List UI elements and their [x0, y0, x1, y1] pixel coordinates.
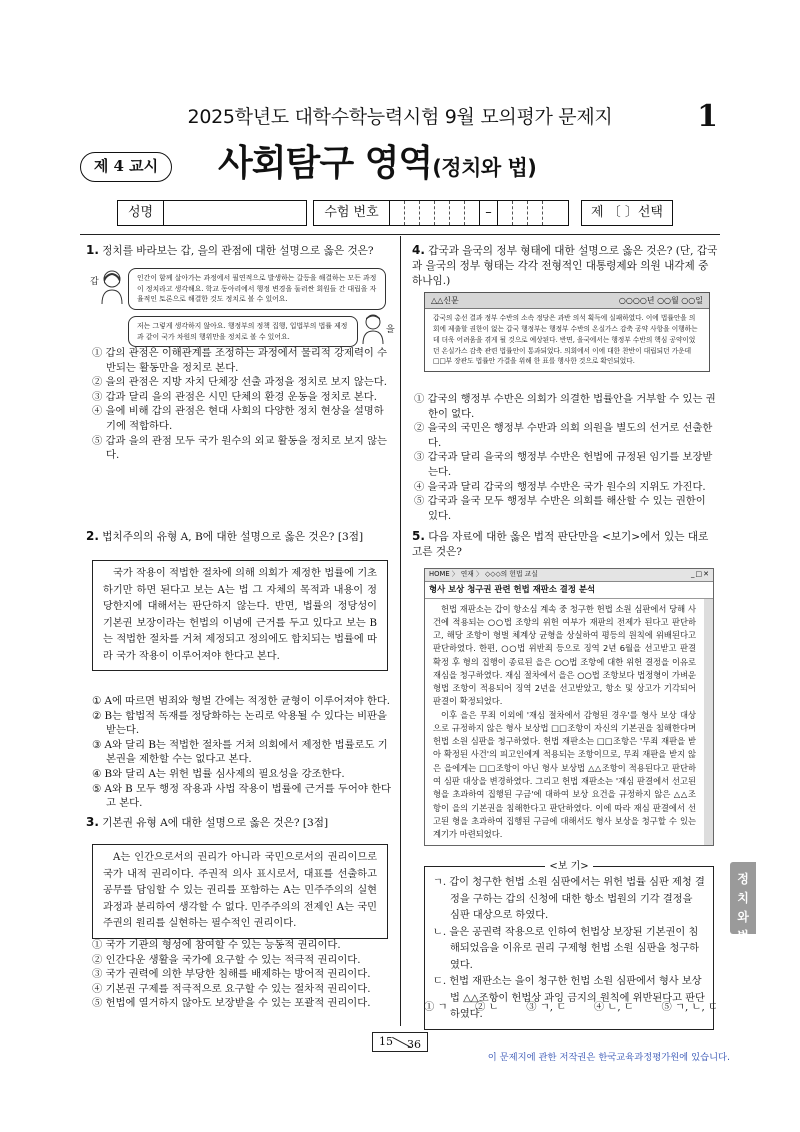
speaker-a-label: 갑	[90, 277, 99, 287]
option-4[interactable]: ④ 기본권 구제를 적극적으로 요구할 수 있는 절차적 권리이다.	[92, 982, 371, 995]
page-total: 36	[407, 1038, 421, 1051]
info-bar	[117, 200, 673, 226]
digit-cell[interactable]	[405, 201, 420, 225]
option-2[interactable]: ② B는 합법적 독재를 정당화하는 논리로 악용될 수 있다는 비판을 받는다.	[92, 709, 387, 737]
question-1-options	[92, 346, 392, 463]
question-number: 2.	[86, 529, 99, 543]
digit-cell[interactable]	[498, 201, 513, 225]
choice-box[interactable]: 제 〔 〕선택	[581, 200, 673, 226]
bogi-item: ㄱ. 갑이 청구한 헌법 소원 심판에서는 위헌 법률 심판 제청 결정을 구하는 갑의 신청에 대한 항소 법원의 기각 결정을 심판 대상으로 하였다.	[433, 877, 705, 922]
exam-number-dash: –	[480, 201, 498, 225]
answer-4[interactable]: ④ ㄴ, ㄷ	[593, 1001, 634, 1013]
option-2[interactable]: ② 을의 관점은 지방 자치 단체장 선출 과정을 정치로 보지 않는다.	[92, 376, 387, 389]
speech-bubble-b: 저는 그렇게 생각하지 않아요. 행정부의 정책 집행, 입법부의 법률 제정과 같이 국가 차원의 행위만을 정치로 볼 수 있어요.	[128, 316, 358, 347]
digit-cell[interactable]	[513, 201, 528, 225]
option-5[interactable]: ⑤ 갑국과 을국 모두 행정부 수반은 의회를 해산할 수 있는 권한이 있다.	[414, 495, 706, 522]
digit-cell[interactable]	[390, 201, 405, 225]
breadcrumb	[425, 569, 713, 582]
question-4-options	[414, 392, 718, 523]
speech-bubble-a: 인간이 함께 살아가는 과정에서 필연적으로 발생하는 갈등을 해결하는 모든 과정이 정치라고 생각해요. 학교 동아리에서 행정 변경을 둘러싼 회원들 간 대립을 자율적인 토론으로 해결한 것도 정치로 볼 수 있어요.	[128, 268, 386, 310]
page-number: 1	[697, 99, 718, 134]
subject-subtitle: (정치와 법)	[432, 156, 537, 180]
option-4[interactable]: ④ 을에 비해 갑의 관점은 현대 사회의 다양한 정치 현상을 설명하기에 적합하다.	[92, 405, 384, 433]
exam-number-box[interactable]	[313, 200, 569, 226]
article-body	[425, 599, 713, 846]
answer-choices	[424, 1000, 718, 1015]
digit-cell[interactable]	[450, 201, 465, 225]
news-date: ○○○○년 ○○월 ○○일	[618, 296, 703, 305]
option-4[interactable]: ④ B와 달리 A는 위헌 법률 심사제의 필요성을 강조한다.	[92, 768, 345, 781]
option-2[interactable]: ② 인간다운 생활을 국가에 요구할 수 있는 적극적 권리이다.	[92, 953, 361, 966]
question-1-stem	[86, 242, 392, 259]
question-4-stem	[412, 242, 718, 289]
subject-name: 사회탐구 영역	[218, 143, 433, 184]
question-text: 다음 자료에 대한 옳은 법적 판단만을 <보기>에서 있는 대로 고른 것은?	[412, 531, 709, 559]
breadcrumb-text: HOME 〉 연재 〉 ◇◇◇의 헌법 교실	[429, 570, 538, 578]
news-source: △△신문	[431, 296, 459, 305]
page-current: 15	[379, 1035, 393, 1048]
subject-side-tab	[730, 862, 756, 943]
option-1[interactable]: ① 갑국의 행정부 수반은 의회가 의결한 법률안을 거부할 수 있는 권한이 없다.	[414, 393, 716, 420]
question-2-passage-box: 국가 작용이 적법한 절차에 의해 의회가 제정한 법률에 기초하기만 하면 된다고 보는 A는 법 그 자체의 목적과 내용이 정당한지에 대해서는 판단하지 않는다. 반면, 법률의 정당성이 기본권 보장이라는 헌법의 이념에 근거를 두고 있다고 보는 B는 적법한 절차를 거쳐 제정되고 정의에도 합치되는 법률에 따라 국가 작용이 이루어져야 한다고 본다.	[92, 560, 388, 671]
question-text: 법치주의의 유형 A, B에 대한 설명으로 옳은 것은? [3점]	[102, 531, 364, 543]
digit-cell[interactable]	[420, 201, 435, 225]
option-3[interactable]: ③ 국가 권력에 의한 부당한 침해를 배제하는 방어적 권리이다.	[92, 968, 371, 981]
digit-cell[interactable]	[435, 201, 450, 225]
option-3[interactable]: ③ A와 달리 B는 적법한 절차를 거쳐 의회에서 제정한 법률로도 기본권을 제한할 수는 없다고 본다.	[92, 738, 388, 766]
top-rule	[80, 234, 720, 235]
bogi-label	[425, 859, 713, 876]
web-article-window	[424, 568, 714, 846]
question-number: 3.	[86, 815, 99, 829]
question-2-options	[92, 694, 392, 811]
period-badge: 제 4 교시	[80, 152, 172, 182]
article-title: 형사 보상 청구권 관련 헌법 재판소 결정 분석	[425, 582, 713, 599]
side-tab-char: 정	[737, 872, 749, 886]
bogi-item: ㄷ. 헌법 재판소는 을이 청구한 헌법 소원 심판에서 형사 보상법 △△조항이 헌법상 과잉 금지의 원칙에 위반된다고 판단하였다.	[433, 976, 705, 1021]
option-3[interactable]: ③ 갑과 달리 을의 관점은 시민 단체의 환경 운동을 정치로 본다.	[92, 390, 378, 403]
answer-3[interactable]: ③ ㄱ, ㄷ	[526, 1001, 567, 1013]
option-5[interactable]: ⑤ 헌법에 열거하지 않아도 보장받을 수 있는 포괄적 권리이다.	[92, 997, 371, 1010]
answer-1[interactable]: ① ㄱ	[424, 1001, 448, 1013]
exam-title: 2025학년도 대학수학능력시험 9월 모의평가 문제지	[187, 106, 613, 128]
article-paragraph: 헌법 재판소는 갑이 항소심 계속 중 청구한 헌법 소원 심판에서 당해 사건에 적용되는 ○○법 조항의 위헌 여부가 재판의 전제가 된다고 판단하고, 해당 조항이 형벌 체계상 균형을 상실하여 평등의 원칙에 위배된다고 판단하였다. 한편, ○○법 위반죄 등으로 징역 2년 6월을 선고받고 판결 확정 후 형의 집행이 종료된 을은 ○○법 조항에 대한 위헌 결정을 이유로 재심을 청구하였다. 재심 절차에서 을은 ○○법 조항보다 법정형이 가벼운 형법 조항이 적용되어 징역 2년을 선고받았고, 항소 및 상고가 기각되어 판결이 확정되었다.	[433, 603, 696, 707]
option-5[interactable]: ⑤ A와 B 모두 행정 작용과 사법 작용이 법률에 근거를 두어야 한다고 본다.	[92, 782, 391, 810]
question-number: 4.	[412, 243, 425, 257]
man-avatar-icon	[360, 312, 386, 344]
woman-avatar-icon	[98, 268, 126, 304]
side-tab-char: 법	[737, 929, 749, 943]
side-tab-char: 와	[737, 910, 749, 924]
page-counter	[372, 1032, 428, 1052]
question-3-stem	[86, 814, 392, 831]
question-5-stem	[412, 528, 718, 560]
option-4[interactable]: ④ 을국과 달리 갑국의 행정부 수반은 국가 원수의 지위도 가진다.	[414, 480, 706, 493]
answer-2[interactable]: ② ㄴ	[475, 1001, 499, 1013]
option-1[interactable]: ① A에 따르면 범죄와 형벌 간에는 적정한 균형이 이루어져야 한다.	[92, 695, 391, 707]
subject-title	[218, 138, 536, 189]
bogi-item: ㄴ. 을은 공권력 작용으로 인하여 헌법상 보장된 기본권이 침해되었음을 이유로 권리 구제형 헌법 소원 심판을 청구하였다.	[433, 926, 700, 971]
option-1[interactable]: ① 국가 기관의 형성에 참여할 수 있는 능동적 권리이다.	[92, 939, 341, 951]
digit-cell[interactable]	[528, 201, 543, 225]
option-1[interactable]: ① 갑의 관점은 이해관계를 조정하는 과정에서 물리적 강제력이 수반되는 활동만을 정치로 본다.	[92, 347, 388, 374]
name-box[interactable]	[117, 200, 307, 226]
question-number: 5.	[412, 529, 425, 543]
question-2-stem	[86, 528, 392, 545]
window-controls-icon[interactable]: _□✕	[691, 570, 710, 578]
copyright-notice: 이 문제지에 관한 저작권은 한국교육과정평가원에 있습니다.	[487, 1052, 730, 1063]
column-divider	[400, 236, 401, 1026]
article-paragraph: 이후 을은 무죄 이외에 '재심 절차에서 감형된 경우'를 형사 보상 대상으로 규정하지 않은 형사 보상법 □□조항이 자신의 기본권을 침해한다며 헌법 소원 심판을 청구하였다. 헌법 재판소는 □□조항은 '무죄 재판을 받아 확정된 사건'의 피고인에게 적용되는 조항이므로, 무죄 재판을 받지 않은 을에게는 □□조항이 아닌 형사 보상법 △△조항이 적용된다고 판단하여 심판 대상을 변경하였다. 그리고 헌법 재판소는 '재심 판결에서 선고된 형을 초과하여 집행된 구금'에 대하여 보상 요건을 규정하지 않은 △△조항이 을의 기본권을 침해한다고 판단하였다. 이에 따라 재심 판결에서 선고된 형을 초과하여 집행된 구금에 대해서도 형사 보상을 청구할 수 있는 계기가 마련되었다.	[433, 709, 696, 840]
news-body: 갑국의 총선 결과 정부 수반의 소속 정당은 과반 의석 획득에 실패하였다. 이에 법률안을 의회에 제출할 권한이 없는 갑국 행정부는 행정부 수반의 온실가스 감축 공약 사항을 이행하는 데 더욱 어려움을 겪게 될 것으로 예상된다. 반면, 을국에서는 행정부 수반의 핵심 공약이었던 온실가스 감축 관련 법률안이 통과되었다. 의회에서 이에 대한 찬반이 대립되던 가운데 □□부 장관도 법률안 가결을 위해 한 표를 행사한 것으로 확인되었다.	[433, 314, 698, 366]
question-3-passage-box: A는 인간으로서의 권리가 아니라 국민으로서의 권리이므로 국가 내적 권리이다. 주권적 의사 표시로서, 대표를 선출하고 공무를 담임할 수 있는 권리를 포함하는 A는 민주주의의 실현 과정과 분리하여 생각할 수 없다. 민주주의의 전제인 A는 국민 주권의 원리를 실현하는 필수적인 권리이다.	[92, 844, 388, 939]
answer-5[interactable]: ⑤ ㄱ, ㄴ, ㄷ	[661, 1001, 718, 1013]
question-3-options	[92, 938, 392, 1011]
digit-cell[interactable]	[543, 201, 558, 225]
side-tab-char: 치	[737, 891, 749, 905]
speaker-b-label: 을	[386, 325, 395, 335]
question-text: 기본권 유형 A에 대한 설명으로 옳은 것은? [3점]	[102, 817, 329, 829]
question-text: 정치를 바라보는 갑, 을의 관점에 대한 설명으로 옳은 것은?	[102, 245, 374, 257]
name-label: 성명	[118, 201, 164, 225]
option-2[interactable]: ② 을국의 국민은 행정부 수반과 의회 의원을 별도의 선거로 선출한다.	[414, 422, 713, 449]
digit-cell[interactable]	[465, 201, 480, 225]
news-clipping	[424, 292, 710, 372]
option-3[interactable]: ③ 갑국과 달리 을국의 행정부 수반은 헌법에 규정된 임기를 보장받는다.	[414, 451, 713, 479]
news-header	[425, 293, 709, 309]
bogi-label-text: <보 기>	[545, 861, 592, 872]
option-5[interactable]: ⑤ 갑과 을의 관점 모두 국가 원수의 외교 활동을 정치로 보지 않는다.	[92, 434, 387, 462]
exam-number-label: 수험 번호	[314, 201, 390, 225]
question-number: 1.	[86, 243, 99, 257]
question-text: 갑국과 을국의 정부 형태에 대한 설명으로 옳은 것은? (단, 갑국과 을국의 정부 형태는 각각 전형적인 대통령제와 의원 내각제 중 하나임.)	[412, 245, 718, 288]
